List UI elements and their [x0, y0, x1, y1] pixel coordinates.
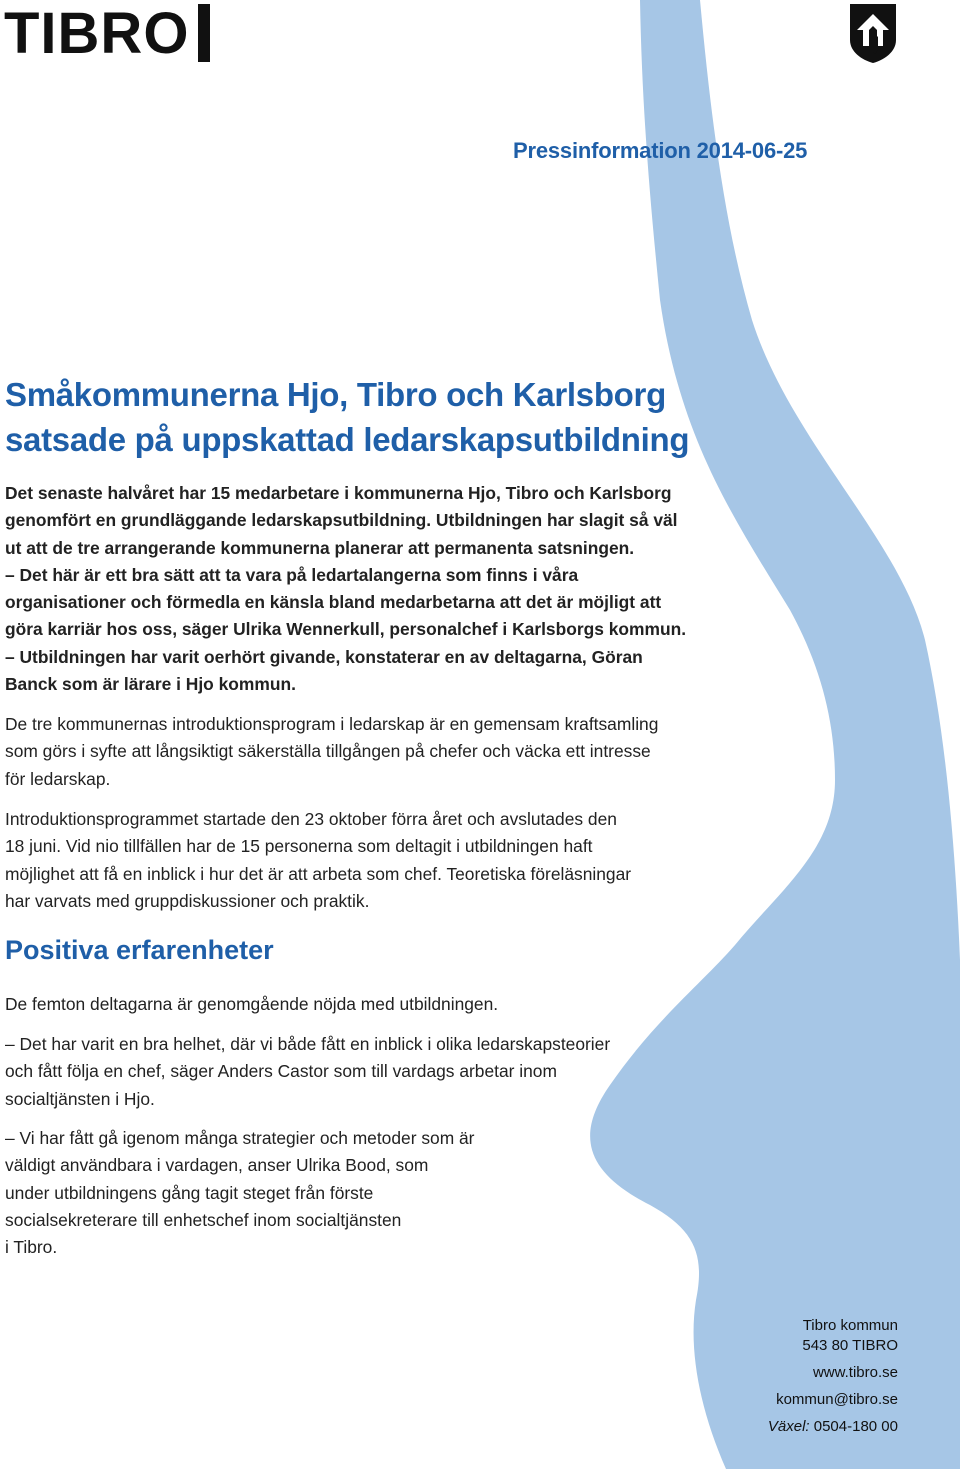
body-line: har varvats med gruppdiskussioner och praktik. — [5, 890, 370, 911]
footer-email-link[interactable]: kommun@tibro.se — [776, 1391, 898, 1408]
quote-line: socialsekreterare till enhetschef inom socialtjänsten — [5, 1209, 402, 1230]
quote-line: och fått följa en chef, säger Anders Castor som till vardags arbetar inom — [5, 1061, 557, 1082]
lead-line: göra karriär hos oss, säger Ulrika Wennerkull, personalchef i Karlsborgs kommun. — [5, 619, 687, 640]
body-line: 18 juni. Vid nio tillfällen har de 15 personerna som deltagit i utbildningen haft — [5, 836, 593, 857]
contact-footer — [768, 1316, 898, 1437]
lead-line: ut att de tre arrangerande kommunerna planerar att permanenta satsningen. — [5, 537, 635, 558]
quote-line: – Det har varit en bra helhet, där vi både fått en inblick i olika ledarskapsteorier — [5, 1034, 611, 1054]
lead-line: Banck som är lärare i Hjo kommun. — [5, 674, 296, 695]
lead-line: organisationer och förmedla en känsla bland medarbetarna att det är möjligt att — [5, 592, 662, 613]
intro-line: De femton deltagarna är genomgående nöjda med utbildningen. — [5, 994, 499, 1014]
section-heading: Positiva erfarenheter — [5, 935, 274, 965]
body-paragraph — [5, 806, 905, 915]
quote-line: under utbildningens gång tagit steget från förste — [5, 1182, 374, 1203]
body-line: för ledarskap. — [5, 768, 111, 789]
phone-label: Växel: — [767, 1418, 810, 1435]
footer-website-link[interactable]: www.tibro.se — [812, 1364, 898, 1381]
quote-paragraph — [5, 1125, 474, 1261]
lead-line: – Det här är ett bra sätt att ta vara på ledartalangerna som finns i våra — [5, 564, 579, 585]
footer-address: 543 80 TIBRO — [802, 1337, 898, 1354]
phone-number: 0504-180 00 — [813, 1418, 898, 1435]
body-line: De tre kommunernas introduktionsprogram i ledarskap är en gemensam kraftsamling — [5, 714, 659, 734]
quote-line: socialtjänsten i Hjo. — [5, 1088, 155, 1109]
quote-line: – Vi har fått gå igenom många strategier och metoder som är — [5, 1128, 475, 1148]
quote-paragraph — [5, 1031, 610, 1113]
headline-line: satsade på uppskattad ledarskapsutbildning — [5, 421, 690, 458]
tibro-logo: TIBRO — [4, 1, 190, 66]
body-line: Introduktionsprogrammet startade den 23 oktober förra året och avslutades den — [5, 809, 617, 829]
body-line: möjlighet att få en inblick i hur det är att arbeta som chef. Teoretiska föreläsningar — [5, 863, 632, 884]
footer-org: Tibro kommun — [802, 1317, 898, 1334]
section-intro — [5, 991, 498, 1018]
headline-line: Småkommunerna Hjo, Tibro och Karlsborg — [5, 376, 666, 413]
logo-bar — [198, 4, 210, 62]
press-date: Pressinformation 2014-06-25 — [513, 138, 808, 163]
quote-line: väldigt användbara i vardagen, anser Ulrika Bood, som — [5, 1155, 429, 1176]
lead-line: – Utbildningen har varit oerhört givande, konstaterar en av deltagarna, Göran — [5, 646, 643, 667]
body-paragraph — [5, 711, 905, 793]
lead-paragraph — [5, 480, 905, 698]
footer-phone — [768, 1417, 898, 1437]
headline — [5, 372, 905, 462]
municipal-crest-icon — [848, 2, 898, 64]
quote-line: i Tibro. — [5, 1237, 58, 1258]
lead-line: genomfört en grundläggande ledarskapsutbildning. Utbildningen har slagit så väl — [5, 510, 678, 531]
lead-line: Det senaste halvåret har 15 medarbetare i kommunerna Hjo, Tibro och Karlsborg — [5, 483, 672, 503]
body-line: som görs i syfte att långsiktigt säkerställa tillgången på chefer och väcka ett intresse — [5, 741, 651, 762]
